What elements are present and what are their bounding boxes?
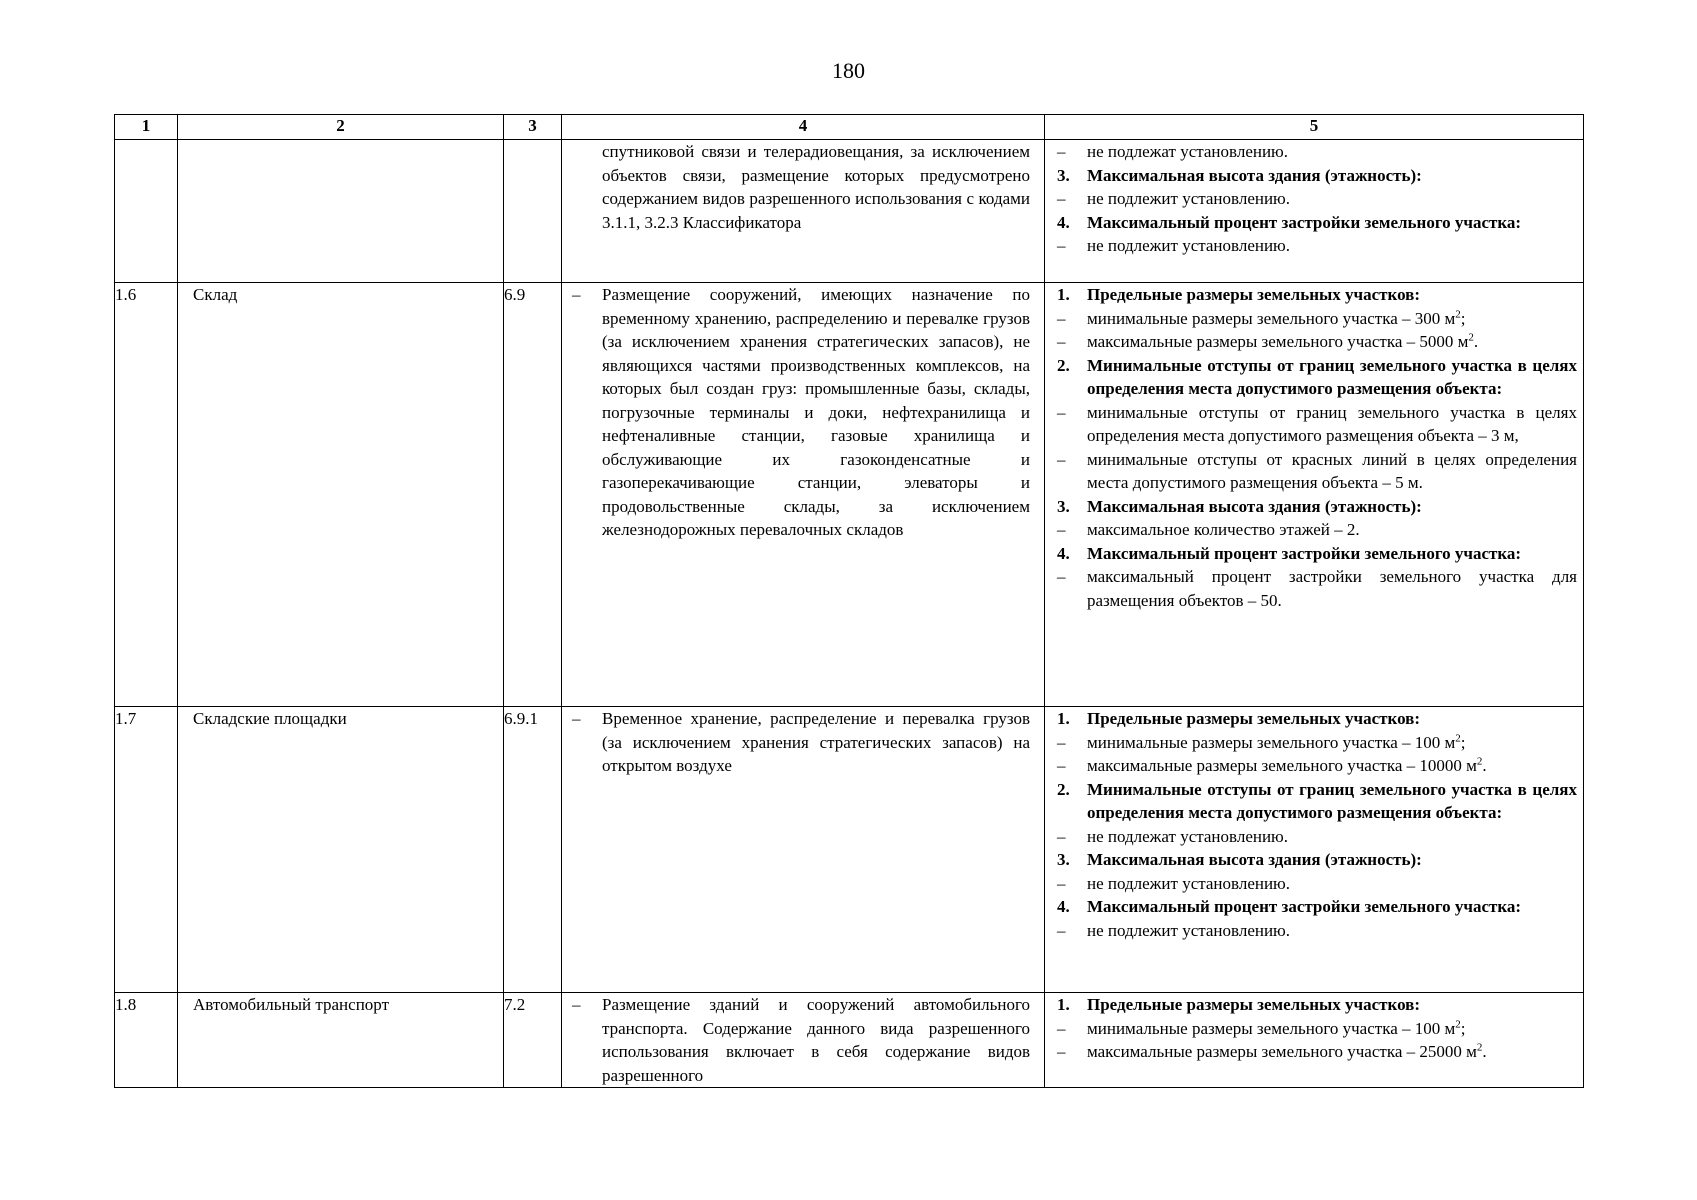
parameter-item [1057, 140, 1577, 164]
parameter-text [1087, 234, 1577, 258]
parameter-text [1087, 542, 1577, 566]
parameter-text-main: Максимальная высота здания (этажность): [1087, 165, 1422, 185]
list-marker: 3. [1057, 850, 1070, 869]
parameter-text-main: максимальные размеры земельного участка – 25000 м [1087, 1042, 1477, 1061]
parameter-item [1057, 448, 1577, 495]
parameter-text [1087, 754, 1577, 778]
parameter-item [1057, 565, 1577, 612]
list-marker: – [1057, 826, 1066, 846]
parameter-text-main: минимальные отступы от красных линий в целях определения места допустимого размещения объекта – 5 м. [1087, 449, 1577, 492]
parameter-item [1057, 211, 1577, 235]
parameter-text-main: Предельные размеры земельных участков: [1087, 285, 1421, 304]
use-description [562, 140, 1045, 283]
parameter-text-main: Максимальный процент застройки земельного участка: [1087, 212, 1522, 232]
parameter-text-main: минимальные размеры земельного участка – 100 м [1087, 1018, 1456, 1038]
parameter-text [1087, 140, 1577, 164]
parameter-item [1057, 307, 1577, 331]
parameter-text [1087, 354, 1577, 401]
parameter-text-end: . [1482, 1042, 1487, 1061]
parameter-item [1057, 731, 1577, 755]
parameter-text-main: Минимальные отступы от границ земельного участка в целях определения места допустимого размещения объекта: [1087, 779, 1577, 822]
parameter-item [1057, 495, 1577, 519]
parameter-text-main: Максимальная высота здания (этажность): [1087, 496, 1422, 516]
list-marker: – [1057, 402, 1066, 422]
list-marker: – [1057, 920, 1066, 940]
header-cell: 1 [115, 115, 178, 140]
parameter-item [1057, 330, 1577, 354]
parameter-item [1057, 164, 1577, 188]
list-marker: – [1057, 1018, 1066, 1038]
parameter-text [1087, 187, 1577, 211]
parameter-text-main: Максимальный процент застройки земельного участка: [1087, 543, 1522, 563]
page-number: 180 [832, 58, 865, 83]
parameter-text [1087, 164, 1577, 188]
table-row [115, 140, 1584, 283]
table-row [115, 993, 1584, 1088]
parameters-cell [1045, 140, 1584, 283]
parameter-item [1057, 778, 1577, 825]
list-marker: – [1057, 756, 1066, 775]
superscript: 2 [1476, 755, 1483, 768]
parameter-text-main: максимальное количество этажей – 2. [1087, 520, 1360, 539]
parameter-item [1057, 401, 1577, 448]
parameter-item [1057, 872, 1577, 896]
parameter-text [1087, 848, 1577, 872]
parameter-text [1087, 1040, 1577, 1064]
use-description [562, 993, 1045, 1088]
parameter-text-main: максимальный процент застройки земельного участка для размещения объектов – 50. [1087, 567, 1577, 610]
parameter-text [1087, 919, 1577, 943]
parameter-text [1087, 330, 1577, 354]
parameter-item [1057, 187, 1577, 211]
list-marker: – [1057, 142, 1066, 161]
list-marker: 1. [1057, 995, 1070, 1014]
table-row [115, 707, 1584, 993]
row-number: 1.6 [115, 283, 178, 707]
list-marker: – [1057, 332, 1066, 351]
parameter-text-main: Предельные размеры земельных участков: [1087, 995, 1421, 1014]
list-marker: – [1057, 189, 1066, 208]
parameter-text [1087, 1017, 1577, 1041]
use-description [562, 283, 1045, 707]
row-number: 1.8 [115, 993, 178, 1088]
list-marker: – [1057, 732, 1066, 752]
list-marker: 2. [1057, 779, 1070, 799]
superscript: 2 [1476, 1041, 1483, 1054]
parameter-text-main: Предельные размеры земельных участков: [1087, 709, 1421, 728]
parameter-text [1087, 707, 1577, 731]
list-marker: 1. [1057, 709, 1070, 728]
header-cell: 5 [1045, 115, 1584, 140]
parameter-text [1087, 778, 1577, 825]
list-marker: – [1057, 236, 1066, 255]
parameter-text [1087, 872, 1577, 896]
list-marker: 4. [1057, 212, 1070, 232]
parameter-item [1057, 542, 1577, 566]
list-marker: 1. [1057, 285, 1070, 304]
parameter-item [1057, 354, 1577, 401]
parameter-item [1057, 1017, 1577, 1041]
superscript: 2 [1468, 331, 1474, 344]
parameter-text-main: Максимальная высота здания (этажность): [1087, 850, 1422, 869]
parameter-text-main: максимальные размеры земельного участка – 10000 м [1087, 756, 1477, 775]
parameter-text-end: . [1473, 332, 1479, 351]
list-marker: – [1057, 520, 1066, 539]
parameter-text-main: максимальные размеры земельного участка – 5000 м [1087, 332, 1469, 351]
parameter-item [1057, 283, 1577, 307]
use-name: Автомобильный транспорт [178, 993, 504, 1088]
use-name: Складские площадки [178, 707, 504, 993]
list-marker: – [1057, 567, 1066, 586]
parameter-item [1057, 707, 1577, 731]
list-marker [572, 140, 602, 234]
parameter-item [1057, 993, 1577, 1017]
parameter-text-main: минимальные размеры земельного участка – 300 м [1087, 308, 1456, 328]
description-text: спутниковой связи и телерадиовещания, за исключением объектов связи, размещение которых предусмотрено содержанием видов разрешенного использования с кодами 3.1.1, 3.2.3 Классификатора [602, 142, 1030, 232]
list-marker: – [1057, 1042, 1066, 1061]
superscript: 2 [1455, 731, 1461, 744]
parameter-text-main: Максимальный процент застройки земельного участка: [1087, 897, 1522, 916]
parameter-text [1087, 731, 1577, 755]
use-name [178, 140, 504, 283]
parameter-text-main: минимальные отступы от границ земельного участка в целях определения места допустимого размещения объекта – 3 м, [1087, 402, 1577, 445]
parameter-text [1087, 307, 1577, 331]
parameter-text [1087, 401, 1577, 448]
table-header-row [115, 115, 1584, 140]
parameter-text-main: не подлежат установлению. [1087, 826, 1289, 846]
parameter-item [1057, 895, 1577, 919]
list-marker: – [572, 285, 581, 304]
description-text: Размещение сооружений, имеющих назначение по временному хранению, распределению и перевалке грузов (за исключением хранения стратегических запасов), не являющихся частями производственных комплексов, на которых был создан груз: промышленные базы, склады, погрузочные терминалы и доки, нефтехранилища и нефтеналивные станции, газовые хранилища и обслуживающие их газоконденсатные и газоперекачивающие станции, элеваторы и продовольственные склады, за исключением железнодорожных перевалочных складов [602, 285, 1030, 539]
parameter-item [1057, 234, 1577, 258]
parameter-text [1087, 895, 1577, 919]
list-marker: 3. [1057, 496, 1070, 516]
header-cell: 4 [562, 115, 1045, 140]
header-cell: 3 [504, 115, 562, 140]
parameter-text-main: не подлежат установлению. [1087, 142, 1289, 161]
parameter-text [1087, 495, 1577, 519]
parameter-text-main: Минимальные отступы от границ земельного участка в целях определения места допустимого размещения объекта: [1087, 355, 1577, 398]
use-code: 6.9.1 [504, 707, 562, 993]
parameter-text [1087, 283, 1577, 307]
row-number: 1.7 [115, 707, 178, 993]
parameter-text [1087, 825, 1577, 849]
parameter-item [1057, 848, 1577, 872]
use-code [504, 140, 562, 283]
parameter-text [1087, 993, 1577, 1017]
parameter-text-end: ; [1460, 732, 1466, 752]
use-code: 7.2 [504, 993, 562, 1088]
parameter-text-main: не подлежит установлению. [1087, 236, 1291, 255]
parameter-text-main: не подлежит установлению. [1087, 873, 1291, 893]
table-row [115, 283, 1584, 707]
list-marker: 3. [1057, 165, 1070, 185]
use-description [562, 707, 1045, 993]
regulations-table [114, 114, 1584, 1088]
parameter-text-end: . [1482, 756, 1487, 775]
parameter-text-main: не подлежит установлению. [1087, 189, 1291, 208]
superscript: 2 [1455, 1017, 1461, 1030]
list-marker: 4. [1057, 543, 1070, 563]
parameter-text [1087, 518, 1577, 542]
parameter-text-end: ; [1460, 1018, 1466, 1038]
parameter-item [1057, 919, 1577, 943]
parameters-cell [1045, 283, 1584, 707]
parameter-text [1087, 448, 1577, 495]
parameter-text [1087, 565, 1577, 612]
list-marker: – [1057, 449, 1066, 469]
description-text: Временное хранение, распределение и перевалка грузов (за исключением хранения стратегических запасов) на открытом воздухе [602, 709, 1030, 775]
list-marker: – [1057, 308, 1066, 328]
header-cell: 2 [178, 115, 504, 140]
parameters-cell [1045, 993, 1584, 1088]
use-name: Склад [178, 283, 504, 707]
parameter-text-end: ; [1460, 308, 1466, 328]
parameter-text-main: не подлежит установлению. [1087, 920, 1291, 940]
parameter-item [1057, 754, 1577, 778]
parameter-text [1087, 211, 1577, 235]
parameter-text-main: минимальные размеры земельного участка – 100 м [1087, 732, 1456, 752]
use-code: 6.9 [504, 283, 562, 707]
parameter-item [1057, 1040, 1577, 1064]
list-marker: 4. [1057, 897, 1070, 916]
superscript: 2 [1455, 307, 1461, 320]
parameters-cell [1045, 707, 1584, 993]
row-number [115, 140, 178, 283]
description-text: Размещение зданий и сооружений автомобильного транспорта. Содержание данного вида разрешенного использования включает в себя содержание видов разрешенного [602, 995, 1030, 1085]
list-marker: – [572, 995, 581, 1014]
parameter-item [1057, 518, 1577, 542]
list-marker: – [1057, 873, 1066, 893]
list-marker: 2. [1057, 355, 1070, 375]
list-marker: – [572, 709, 581, 728]
parameter-item [1057, 825, 1577, 849]
table-body [115, 140, 1584, 1088]
